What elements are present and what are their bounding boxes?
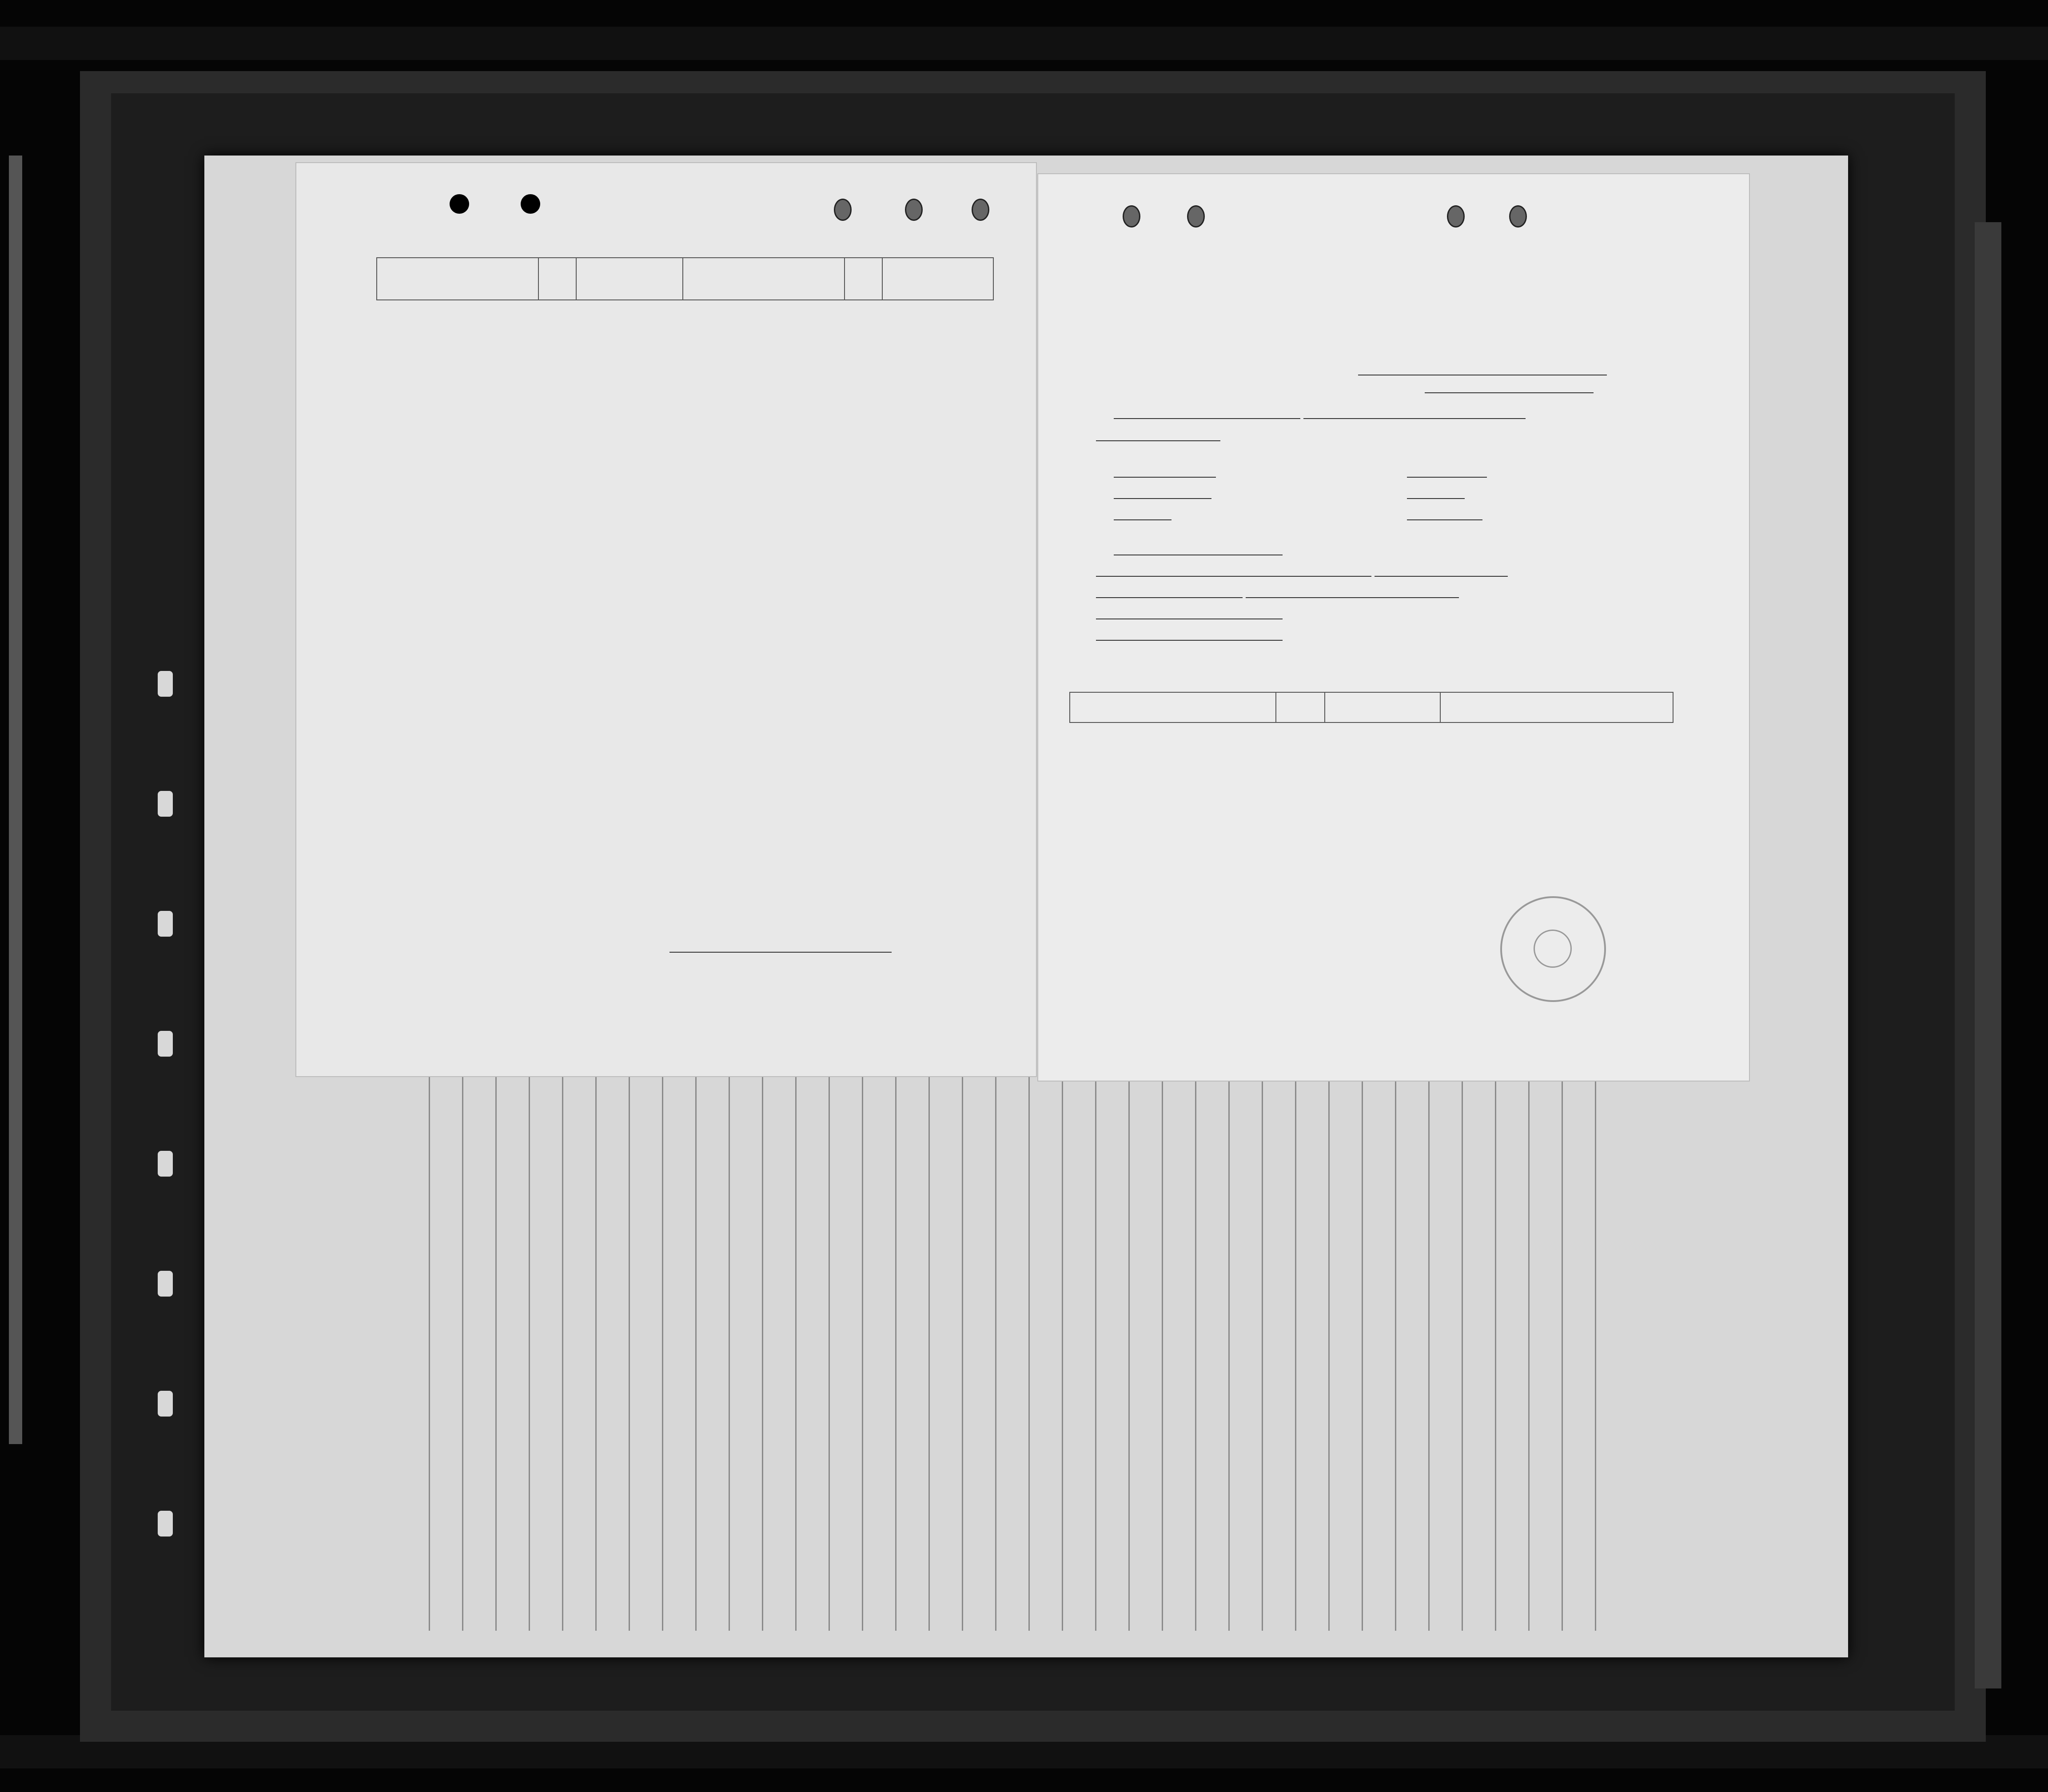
total-arrival-line	[1114, 463, 1216, 484]
discharged-value	[1114, 498, 1211, 499]
total-crew-value	[1407, 519, 1482, 520]
voyage-value	[1096, 640, 1283, 641]
col-header	[1440, 692, 1673, 722]
film-edge-left	[9, 156, 22, 1444]
sprocket-hole	[158, 1511, 173, 1537]
master-line	[1096, 404, 1696, 426]
sprocket-hole	[158, 911, 173, 937]
punch-hole	[905, 199, 923, 221]
film-band-top	[0, 27, 2048, 60]
sprocket-hole	[158, 1391, 173, 1417]
hospital-value	[1407, 498, 1465, 499]
master-signature	[669, 952, 892, 953]
consignee-value	[1096, 576, 1371, 577]
punch-hole	[1123, 205, 1140, 227]
punch-hole	[972, 199, 989, 221]
total-crew-line	[1407, 506, 1482, 527]
arrived-line	[1114, 541, 1283, 562]
consignee-line	[1096, 562, 1508, 583]
hospital-line	[1407, 484, 1465, 506]
sprocket-hole	[158, 1031, 173, 1057]
punch-hole	[450, 194, 469, 214]
from-port-value	[1096, 440, 1220, 441]
col-header	[1325, 692, 1440, 722]
expected-value	[1096, 597, 1243, 598]
col-header	[683, 258, 845, 300]
sprocket-hole	[158, 791, 173, 817]
punch-hole	[1447, 205, 1465, 227]
date-value	[1425, 392, 1594, 393]
signed-on-line	[1114, 506, 1171, 527]
deserted-line	[1407, 463, 1487, 484]
total-arrival-value	[1114, 477, 1216, 478]
via-line	[1096, 605, 1283, 626]
seamen-signed-on-form	[295, 162, 1037, 1077]
col-header	[882, 258, 993, 300]
sprocket-hole	[158, 671, 173, 697]
punch-hole	[1509, 205, 1527, 227]
sprocket-hole	[158, 1151, 173, 1177]
punch-hole	[834, 199, 852, 221]
signed-on-value	[1114, 519, 1171, 520]
master-of-label	[1096, 408, 1114, 422]
col-header	[1070, 692, 1276, 722]
deserting-table	[1069, 692, 1673, 723]
expected-line	[1096, 583, 1459, 605]
extract-text	[376, 1007, 996, 1216]
punch-hole	[521, 194, 540, 214]
col-header	[576, 258, 683, 300]
ship-name	[1303, 418, 1526, 419]
master-statement-form	[1037, 173, 1750, 1082]
col-header	[538, 258, 576, 300]
film-edge-right	[1975, 222, 2001, 1688]
lying-value	[1375, 576, 1508, 577]
col-header	[1276, 692, 1325, 722]
col-header	[377, 258, 538, 300]
col-header	[845, 258, 882, 300]
from-port-line	[1096, 427, 1696, 448]
signed-on-table	[376, 257, 994, 300]
destination-value	[1246, 597, 1459, 598]
sprocket-hole	[158, 1271, 173, 1297]
date-line	[1425, 379, 1594, 400]
voyage-line	[1096, 626, 1283, 647]
nationality-value	[1114, 418, 1300, 419]
discharged-line	[1114, 484, 1211, 506]
deserted-value	[1407, 477, 1487, 478]
punch-hole	[1187, 205, 1205, 227]
immigration-stamp-inner	[1534, 930, 1572, 968]
